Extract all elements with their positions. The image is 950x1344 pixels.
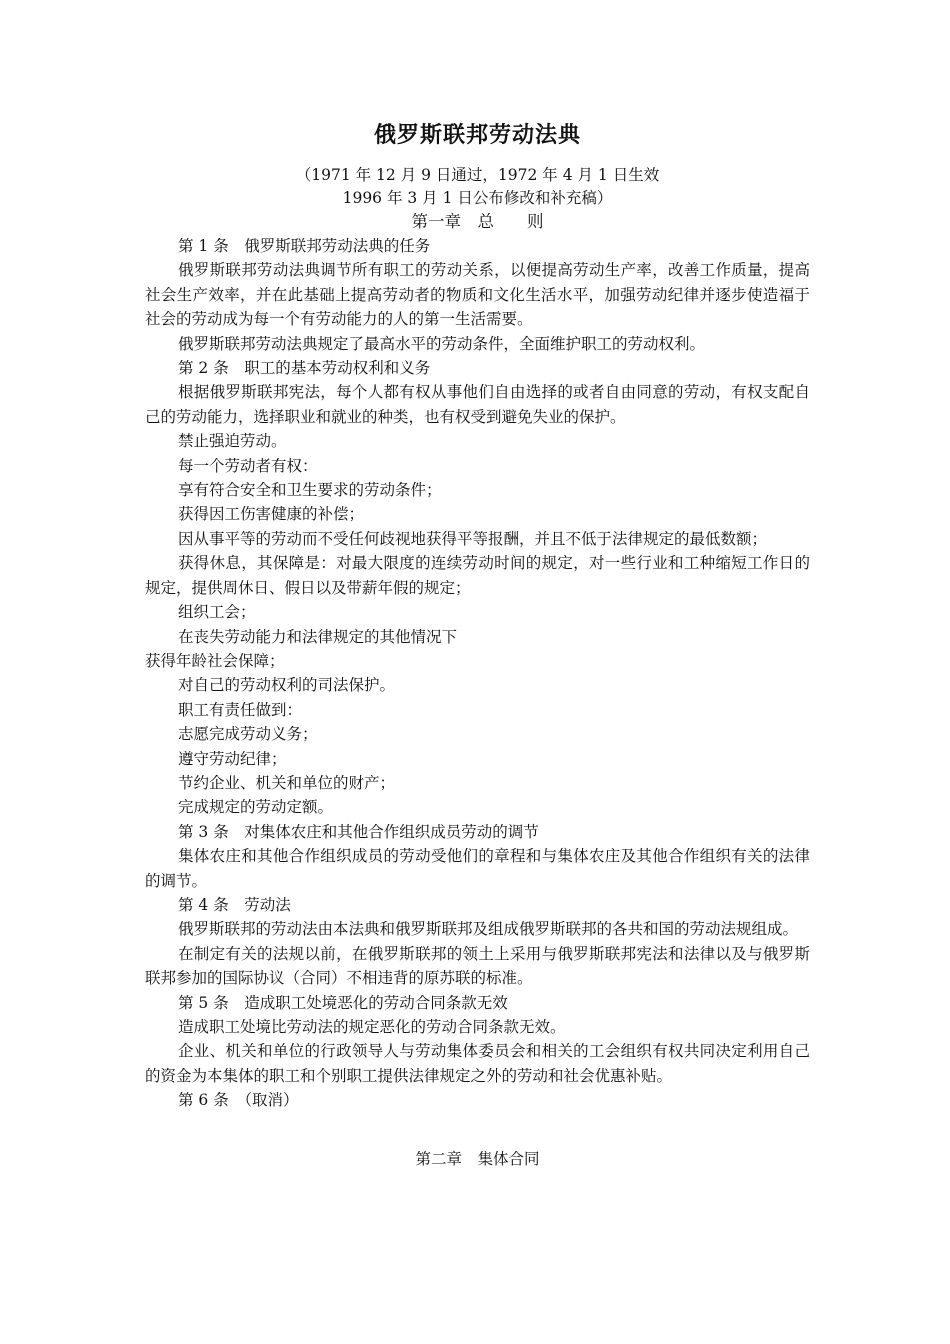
- chapter-heading-1: 第一章 总 则: [411, 212, 544, 231]
- list-item: 节约企业、机关和单位的财产；: [178, 773, 396, 792]
- chapter-heading-2: 第二章 集体合同: [415, 1149, 540, 1168]
- paragraph: 在制定有关的法规以前，在俄罗斯联邦的领土上采用与俄罗斯联邦宪法和法律以及与俄罗斯联邦参加的国际协议（合同）不相违背的原苏联的标准。: [145, 944, 810, 988]
- list-item-continuation: 获得年龄社会保障；: [145, 651, 285, 670]
- article-4-heading: 第 4 条 劳动法: [178, 895, 291, 914]
- list-item: 对自己的劳动权利的司法保护。: [178, 676, 396, 695]
- article-2-heading: 第 2 条 职工的基本劳动权利和义务: [178, 359, 431, 378]
- section-spacer: [145, 1113, 810, 1147]
- list-item: 遵守劳动纪律；: [178, 749, 287, 768]
- paragraph: 职工有责任做到：: [178, 700, 303, 719]
- article-5-heading: 第 5 条 造成职工处境恶化的劳动合同条款无效: [178, 993, 508, 1012]
- document-title: 俄罗斯联邦劳动法典: [373, 122, 581, 148]
- list-item: 享有符合安全和卫生要求的劳动条件；: [178, 481, 442, 500]
- paragraph: 俄罗斯联邦劳动法典调节所有职工的劳动关系，以便提高劳动生产率，改善工作质量，提高社会生产效率，并在此基础上提高劳动者的物质和文化生活水平，加强劳动纪律并逐步使造福于社会的劳动成为每一个有劳动能力的人的第一生活需要。: [145, 261, 810, 329]
- document-page: [145, 118, 810, 1171]
- subtitle-line-2: 1996 年 3 月 1 日公布修改和补充稿）: [342, 189, 613, 207]
- list-item: 因从事平等的劳动而不受任何歧视地获得平等报酬，并且不低于法律规定的最低数额；: [178, 529, 768, 548]
- article-1-heading: 第 1 条 俄罗斯联邦劳动法典的任务: [178, 237, 431, 255]
- paragraph: 俄罗斯联邦的劳动法由本法典和俄罗斯联邦及组成俄罗斯联邦的各共和国的劳动法规组成。: [178, 920, 799, 939]
- article-6-heading: 第 6 条 （取消）: [178, 1091, 299, 1110]
- paragraph: 造成职工处境比劳动法的规定恶化的劳动合同条款无效。: [178, 1018, 566, 1036]
- paragraph: 俄罗斯联邦劳动法典规定了最高水平的劳动条件，全面维护职工的劳动权利。: [178, 334, 706, 353]
- list-item: 获得因工伤害健康的补偿；: [178, 505, 365, 524]
- list-item: 完成规定的劳动定额。: [178, 798, 334, 817]
- article-3-heading: 第 3 条 对集体农庄和其他合作组织成员劳动的调节: [178, 822, 539, 841]
- paragraph: 禁止强迫劳动。: [178, 432, 287, 451]
- paragraph: 每一个劳动者有权：: [178, 456, 318, 475]
- paragraph: 企业、机关和单位的行政领导人与劳动集体委员会和相关的工会组织有权共同决定利用自己的资金为本集体的职工和个别职工提供法律规定之外的劳动和社会优惠补贴。: [145, 1042, 810, 1085]
- paragraph: 集体农庄和其他合作组织成员的劳动受他们的章程和与集体农庄及其他合作组织有关的法律的调节。: [145, 847, 810, 890]
- subtitle-line-1: （1971 年 12 月 9 日通过，1972 年 4 月 1 日生效: [295, 166, 660, 184]
- list-item: 在丧失劳动能力和法律规定的其他情况下: [178, 627, 458, 646]
- list-item: 志愿完成劳动义务；: [178, 725, 318, 744]
- list-item: 组织工会；: [178, 603, 256, 622]
- list-item: 获得休息，其保障是：对最大限度的连续劳动时间的规定，对一些行业和工种缩短工作日的规定，提供周休日、假日以及带薪年假的规定；: [145, 554, 810, 597]
- paragraph: 根据俄罗斯联邦宪法，每个人都有权从事他们自由选择的或者自由同意的劳动，有权支配自己的劳动能力，选择职业和就业的种类，也有权受到避免失业的保护。: [145, 383, 810, 426]
